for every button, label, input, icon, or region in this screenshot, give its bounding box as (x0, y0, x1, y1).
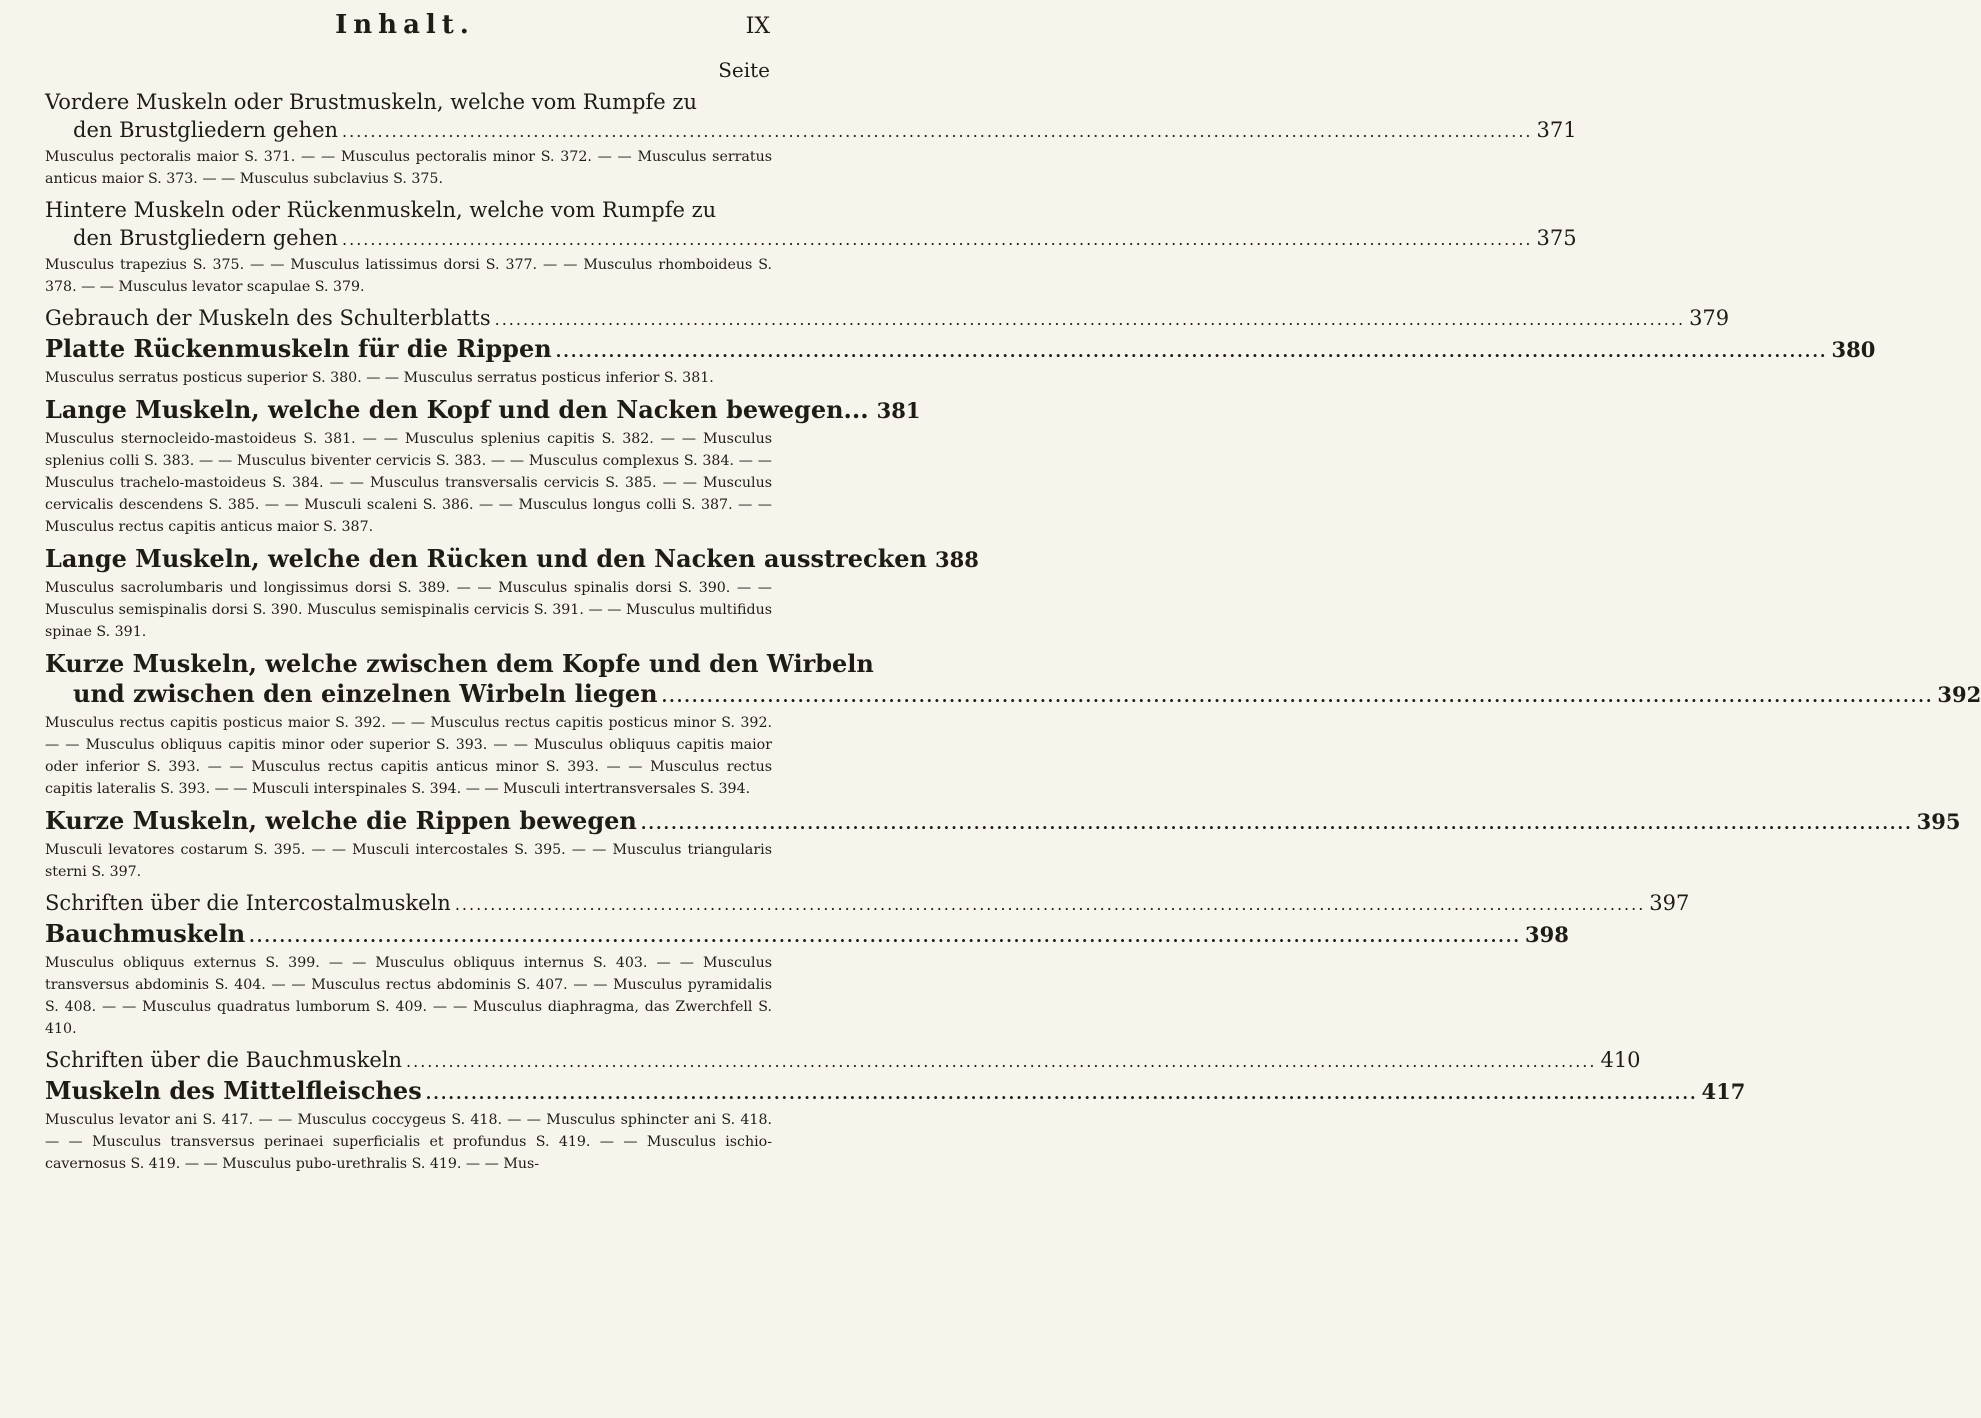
toc-entry (45, 919, 1569, 1040)
toc-subentries: Musculus sacrolumbaris und longissimus dorsi S. 389. — — Musculus spinalis dorsi S. 390. — — Musculus semispinalis dorsi S. 390. Musculus semispinalis cervicis S. 391. — — Musculus multifidus spinae S. 391. (45, 580, 772, 640)
toc-heading-line (45, 334, 1876, 367)
toc-page-number: 395 (1916, 809, 1961, 834)
toc-subentries: Musculus sternocleido-mastoideus S. 381. — — Musculus splenius capitis S. 382. — — Musculus splenius colli S. 383. — — Musculus biventer cervicis S. 383. — — Musculus complexus S. 384. — — Musculus trachelo-mastoideus S. 384. — — Musculus transversalis cervicis S. 385. — — Musculus cervicalis descendens S. 385. — — Musculi scaleni S. 386. — — Musculus longus colli S. 387. — — Musculus rectus capitis anticus maior S. 387. (45, 431, 772, 535)
toc-heading-line (45, 304, 1730, 334)
toc-subentries: Musculus levator ani S. 417. — — Musculus coccygeus S. 418. — — Musculus sphincter ani S. 418. — — Musculus transversus perinaei superficialis et profundus S. 419. — — Musculus ischio-cavernosus S. 419. — — Musculus pubo-urethralis S. 419. — — Mus- (45, 1112, 772, 1172)
toc-heading-text: Lange Muskeln, welche den Kopf und den Nacken bewegen... (45, 395, 869, 424)
toc-heading-text: Kurze Muskeln, welche die Rippen bewegen (45, 806, 637, 835)
toc-entry (45, 889, 1690, 919)
page-title: Inhalt. (335, 10, 475, 40)
toc-heading-text: und zwischen den einzelnen Wirbeln liegen (73, 679, 658, 708)
page-number-roman: IX (745, 14, 770, 39)
toc-page-number: 417 (1701, 1079, 1746, 1104)
leader-dots (249, 922, 1521, 952)
toc-subentries: Musculus serratus posticus superior S. 380. — — Musculus serratus posticus inferior S. 381. (45, 370, 714, 386)
toc-heading-line (45, 196, 772, 224)
toc-entry (45, 649, 1981, 800)
toc-heading-line (45, 116, 1577, 146)
toc-heading-line (45, 806, 1961, 839)
toc-entry (45, 395, 921, 538)
toc-heading-text: Vordere Muskeln oder Brustmuskeln, welche vom Rumpfe zu (45, 90, 697, 114)
page-header (40, 8, 770, 48)
toc-page-number: 381 (876, 398, 921, 423)
toc-entry (45, 304, 1730, 334)
toc-heading-line (45, 395, 921, 428)
table-of-contents (45, 88, 1981, 1181)
toc-entry (45, 544, 979, 643)
toc-subentries: Musculus rectus capitis posticus maior S. 392. — — Musculus rectus capitis posticus minor S. 392. — — Musculus obliquus capitis minor oder superior S. 393. — — Musculus obliquus capitis maior oder inferior S. 393. — — Musculus rectus capitis anticus minor S. 393. — — Musculus rectus capitis lateralis S. 393. — — Musculi interspinales S. 394. — — Musculi intertransversales S. 394. (45, 715, 772, 797)
toc-heading-line (45, 88, 772, 116)
leader-dots (426, 1079, 1698, 1109)
toc-heading-text: Schriften über die Intercostalmuskeln (45, 891, 451, 915)
toc-subentries: Musculus pectoralis maior S. 371. — — Musculus pectoralis minor S. 372. — — Musculus serratus anticus maior S. 373. — — Musculus subclavius S. 375. (45, 149, 772, 187)
toc-page-number: 398 (1524, 922, 1569, 947)
seite-label: Seite (718, 58, 770, 82)
toc-heading-text: Gebrauch der Muskeln des Schulterblatts (45, 306, 491, 330)
leader-dots (406, 1048, 1596, 1076)
leader-dots (455, 891, 1645, 919)
toc-heading-text: Hintere Muskeln oder Rückenmuskeln, welche vom Rumpfe zu (45, 198, 717, 222)
toc-entry (45, 334, 1876, 389)
toc-heading-text: Schriften über die Bauchmuskeln (45, 1048, 403, 1072)
leader-dots (342, 226, 1532, 254)
toc-page-number: 388 (934, 547, 979, 572)
leader-dots (342, 118, 1532, 146)
toc-heading-line (45, 224, 1577, 254)
toc-heading-line (45, 1076, 1746, 1109)
toc-entry (45, 196, 1577, 298)
toc-heading-line (45, 1046, 1641, 1076)
toc-heading-line (45, 889, 1690, 919)
toc-subentries: Musculi levatores costarum S. 395. — — Musculi intercostales S. 395. — — Musculus triangularis sterni S. 397. (45, 842, 772, 880)
toc-entry (45, 806, 1961, 883)
toc-heading-line (45, 919, 1569, 952)
toc-page-number: 397 (1649, 891, 1690, 915)
leader-dots (495, 306, 1685, 334)
toc-heading-line (45, 544, 979, 577)
toc-heading-text: Bauchmuskeln (45, 919, 246, 948)
leader-dots (641, 809, 1913, 839)
toc-page-number: 392 (1937, 682, 1981, 707)
toc-entry (45, 88, 1577, 190)
toc-entry (45, 1046, 1641, 1076)
toc-entry (45, 1076, 1746, 1175)
toc-heading-text: Lange Muskeln, welche den Rücken und den Nacken ausstrecken (45, 544, 927, 573)
toc-subentries: Musculus trapezius S. 375. — — Musculus latissimus dorsi S. 377. — — Musculus rhomboideus S. 378. — — Musculus levator scapulae S. 379. (45, 257, 772, 295)
leader-dots (556, 337, 1828, 367)
toc-page-number: 410 (1600, 1048, 1641, 1072)
leader-dots (662, 682, 1934, 712)
toc-page-number: 379 (1689, 306, 1730, 330)
toc-heading-text: den Brustgliedern gehen (73, 118, 339, 142)
toc-heading-text: Kurze Muskeln, welche zwischen dem Kopfe und den Wirbeln (45, 649, 874, 678)
toc-heading-text: Platte Rückenmuskeln für die Rippen (45, 334, 552, 363)
toc-heading-line (45, 679, 1981, 712)
toc-page-number: 380 (1831, 337, 1876, 362)
toc-heading-text: Muskeln des Mittelfleisches (45, 1076, 422, 1105)
toc-page-number: 375 (1536, 226, 1577, 250)
toc-page-number: 371 (1536, 118, 1577, 142)
toc-heading-text: den Brustgliedern gehen (73, 226, 339, 250)
toc-heading-line (45, 649, 874, 679)
toc-subentries: Musculus obliquus externus S. 399. — — Musculus obliquus internus S. 403. — — Musculus transversus abdominis S. 404. — — Musculus rectus abdominis S. 407. — — Musculus pyramidalis S. 408. — — Musculus quadratus lumborum S. 409. — — Musculus diaphragma, das Zwerchfell S. 410. (45, 955, 772, 1037)
